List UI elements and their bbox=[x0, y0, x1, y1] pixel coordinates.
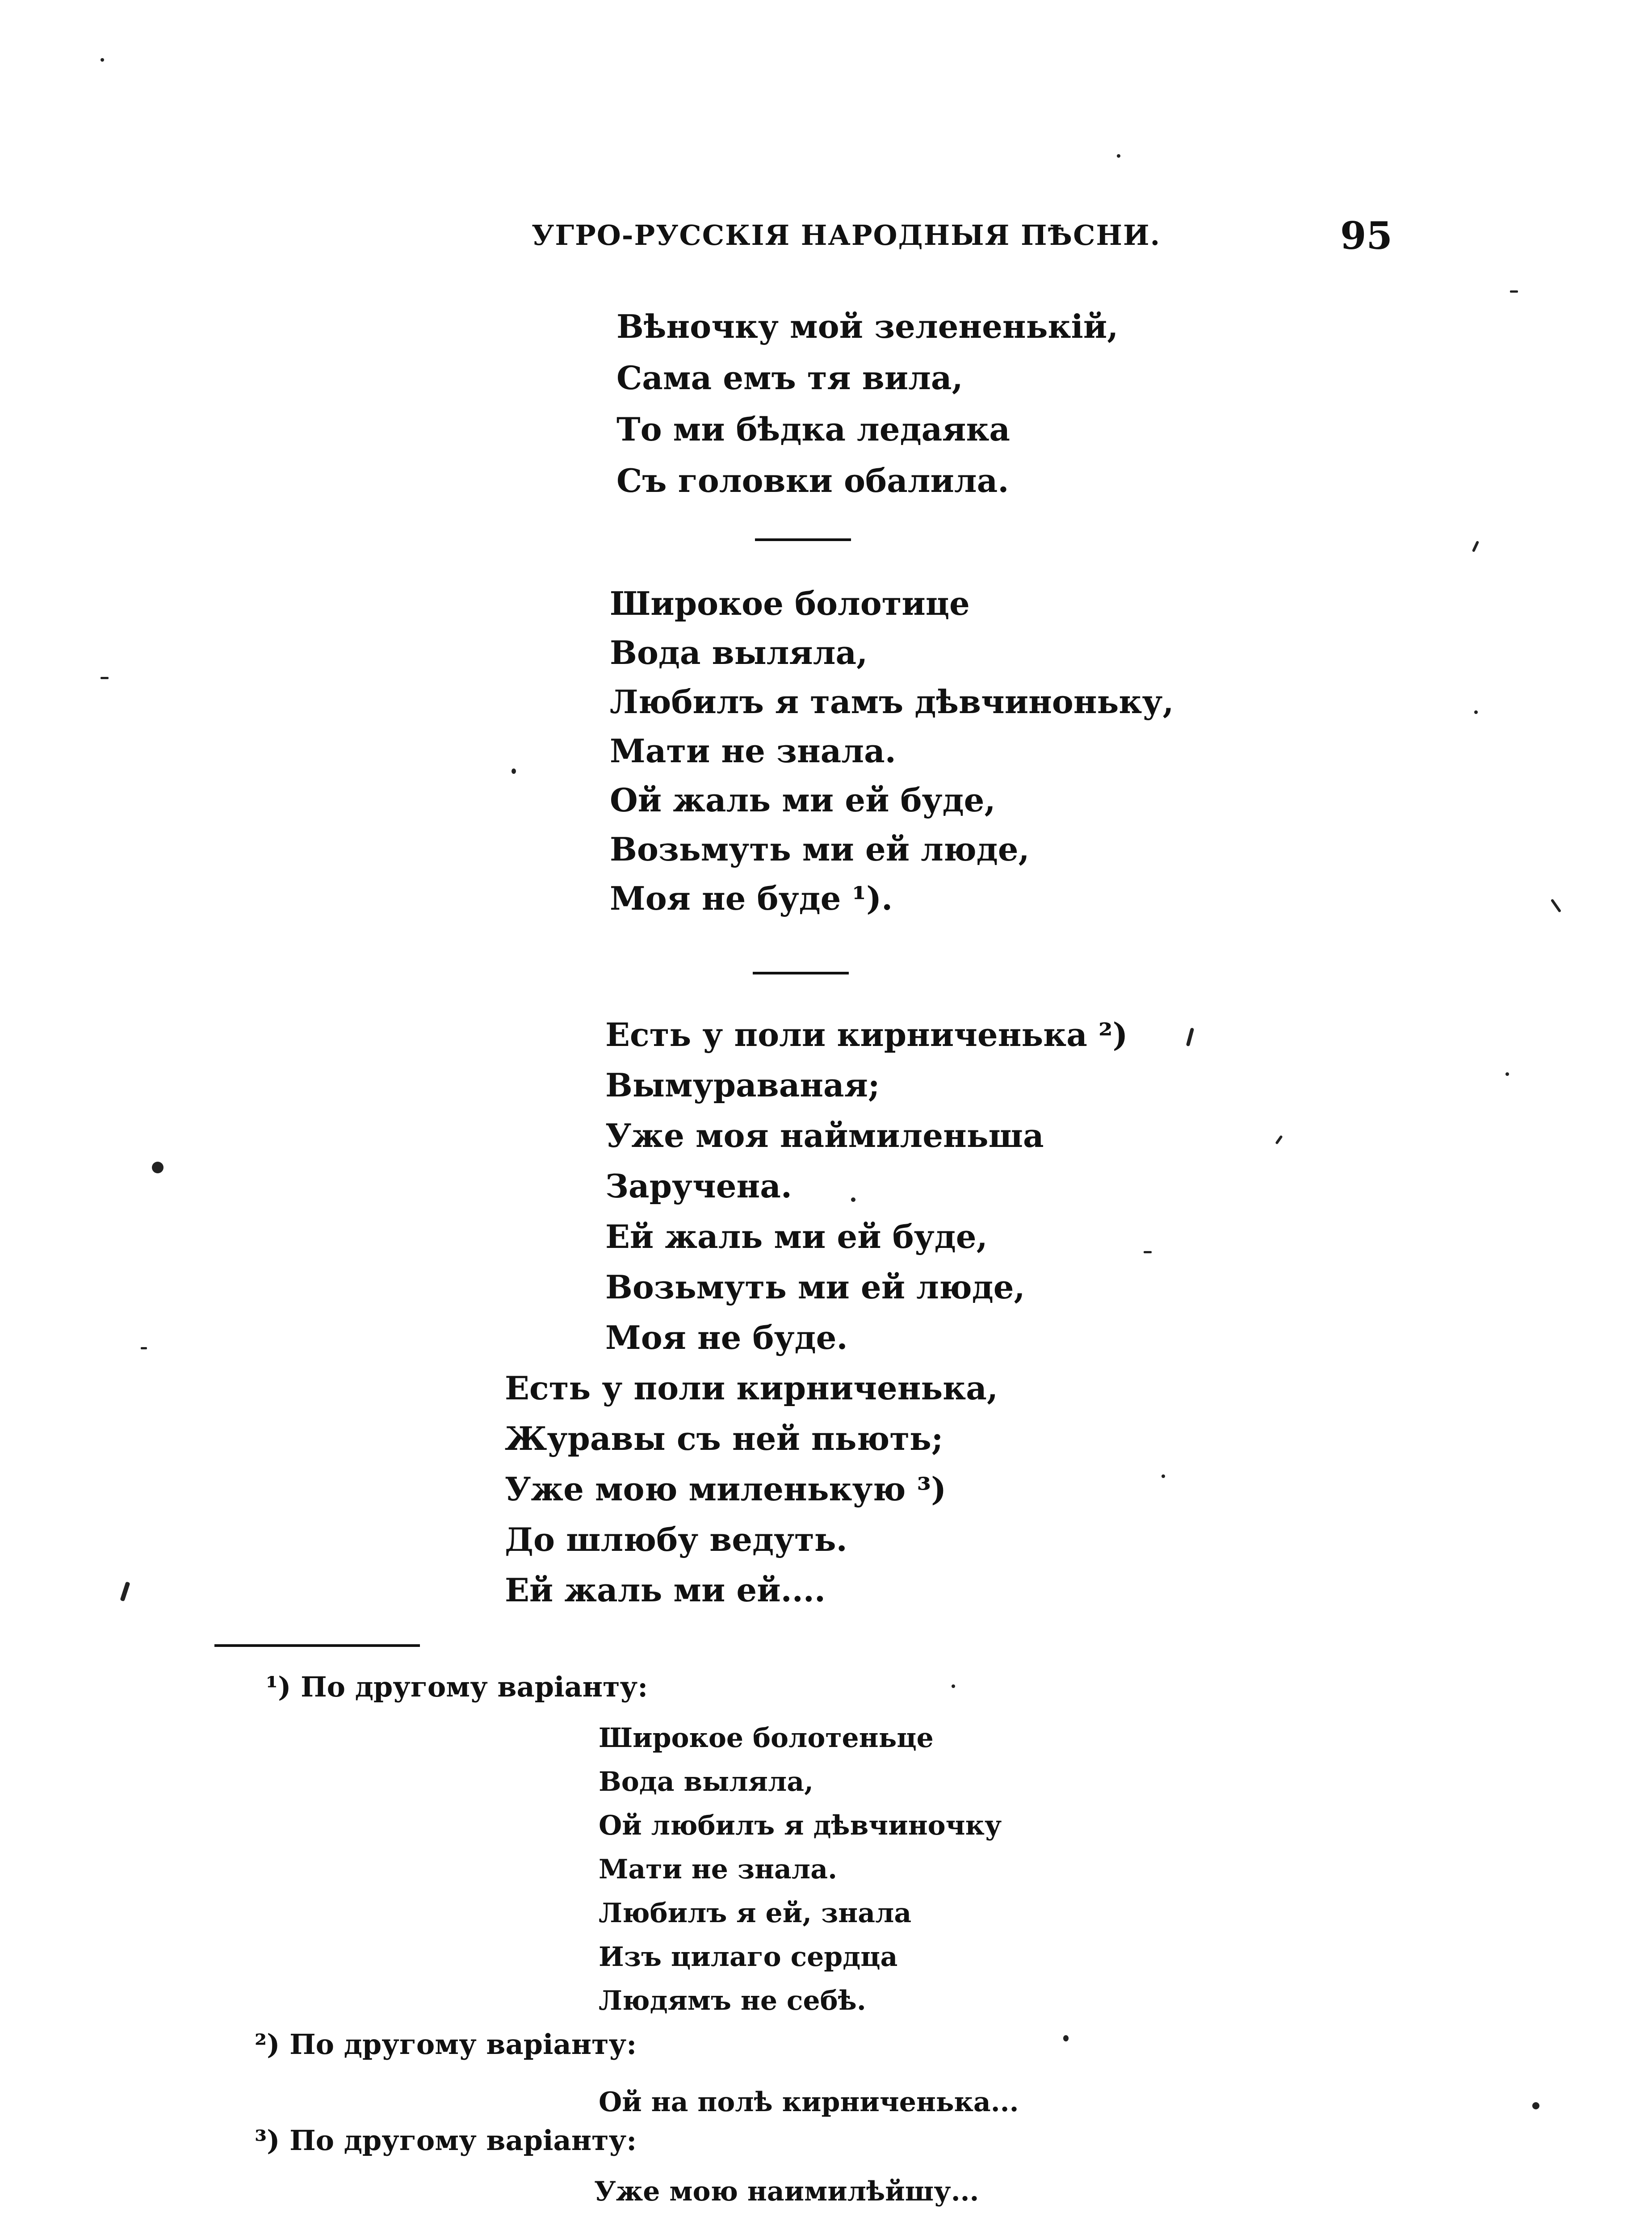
verse-line: Съ головки обалила. bbox=[616, 462, 1009, 500]
page-number: 95 bbox=[1340, 214, 1392, 258]
verse-line: Уже моя наймиленьша bbox=[605, 1117, 1044, 1155]
scan-speck bbox=[1532, 2102, 1539, 2109]
verse-line: Ой жаль ми ей буде, bbox=[610, 781, 996, 819]
verse-line: Моя не буде ¹). bbox=[610, 879, 893, 917]
running-header: УГРО-РУССКІЯ НАРОДНЫЯ ПѢСНИ. bbox=[532, 219, 1161, 252]
scan-speck bbox=[851, 1197, 855, 1202]
verse-line: Моя не буде. bbox=[605, 1319, 848, 1356]
verse-line: Мати не знала. bbox=[610, 732, 896, 770]
scan-speck bbox=[101, 677, 109, 679]
verse-line: Возьмуть ми ей люде, bbox=[605, 1268, 1025, 1306]
verse-line: Есть у поли кирниченька ²) bbox=[605, 1016, 1128, 1054]
scan-speck bbox=[1063, 2035, 1069, 2041]
verse-line: Ей жаль ми ей.... bbox=[505, 1571, 826, 1609]
footnote-line: Мати не знала. bbox=[599, 1854, 837, 1885]
footnote-label: ³) По другому варіанту: bbox=[255, 2124, 637, 2157]
verse-line: Сама емъ тя вила, bbox=[616, 359, 963, 397]
footnote-line: Ой на полѣ кирниченька... bbox=[599, 2087, 1019, 2118]
footnote-line: Изъ цилаго сердца bbox=[599, 1941, 898, 1973]
verse-line: Вода выляла, bbox=[610, 634, 868, 672]
scan-speck bbox=[1472, 541, 1479, 552]
footnote-line: Вода выляла, bbox=[599, 1766, 814, 1797]
verse-line: До шлюбу ведуть. bbox=[505, 1520, 847, 1558]
verse-line: Возьмуть ми ей люде, bbox=[610, 830, 1030, 868]
verse-line: Любилъ я тамъ дѣвчиноньку, bbox=[610, 683, 1174, 721]
footnote-line: Ой любилъ я дѣвчиночку bbox=[599, 1810, 1002, 1841]
verse-line: Широкое болотице bbox=[610, 584, 970, 622]
footnote-separator bbox=[214, 1644, 420, 1647]
scan-speck bbox=[512, 768, 516, 774]
scan-speck bbox=[952, 1684, 955, 1688]
scan-speck bbox=[1144, 1251, 1152, 1253]
scan-speck bbox=[1510, 290, 1518, 293]
footnote-line: Широкое болотеньце bbox=[599, 1722, 934, 1754]
scan-speck bbox=[1275, 1135, 1283, 1144]
scan-speck bbox=[1117, 154, 1120, 158]
scan-speck bbox=[1505, 1072, 1509, 1076]
footnote-label: ²) По другому варіанту: bbox=[255, 2028, 637, 2061]
stanza-divider bbox=[755, 538, 851, 541]
stanza-divider bbox=[753, 972, 849, 974]
footnote-line: Любилъ я ей, знала bbox=[599, 1898, 912, 1929]
verse-line: То ми бѣдка ледаяка bbox=[616, 410, 1010, 448]
verse-line: Вѣночку мой зелененькій, bbox=[616, 307, 1119, 345]
scan-speck bbox=[1474, 710, 1478, 714]
scan-speck bbox=[141, 1347, 147, 1349]
scan-speck bbox=[1161, 1474, 1165, 1478]
footnote-line: Уже мою наимилѣйшу... bbox=[594, 2176, 979, 2207]
verse-line: Ей жаль ми ей буде, bbox=[605, 1218, 988, 1256]
scan-speck bbox=[152, 1162, 164, 1173]
verse-line: Вымураваная; bbox=[605, 1066, 880, 1104]
scan-speck bbox=[120, 1582, 130, 1602]
verse-line: Уже мою миленькую ³) bbox=[505, 1470, 947, 1508]
verse-line: Журавы съ ней пьють; bbox=[505, 1419, 943, 1457]
scan-speck bbox=[101, 58, 104, 62]
footnote-line: Людямъ не себѣ. bbox=[599, 1985, 866, 2016]
verse-line: Заручена. bbox=[605, 1167, 792, 1205]
scan-speck bbox=[1551, 899, 1561, 912]
scan-speck bbox=[1186, 1028, 1195, 1047]
verse-line: Есть у поли кирниченька, bbox=[505, 1369, 998, 1407]
footnote-label: ¹) По другому варіанту: bbox=[266, 1671, 648, 1703]
